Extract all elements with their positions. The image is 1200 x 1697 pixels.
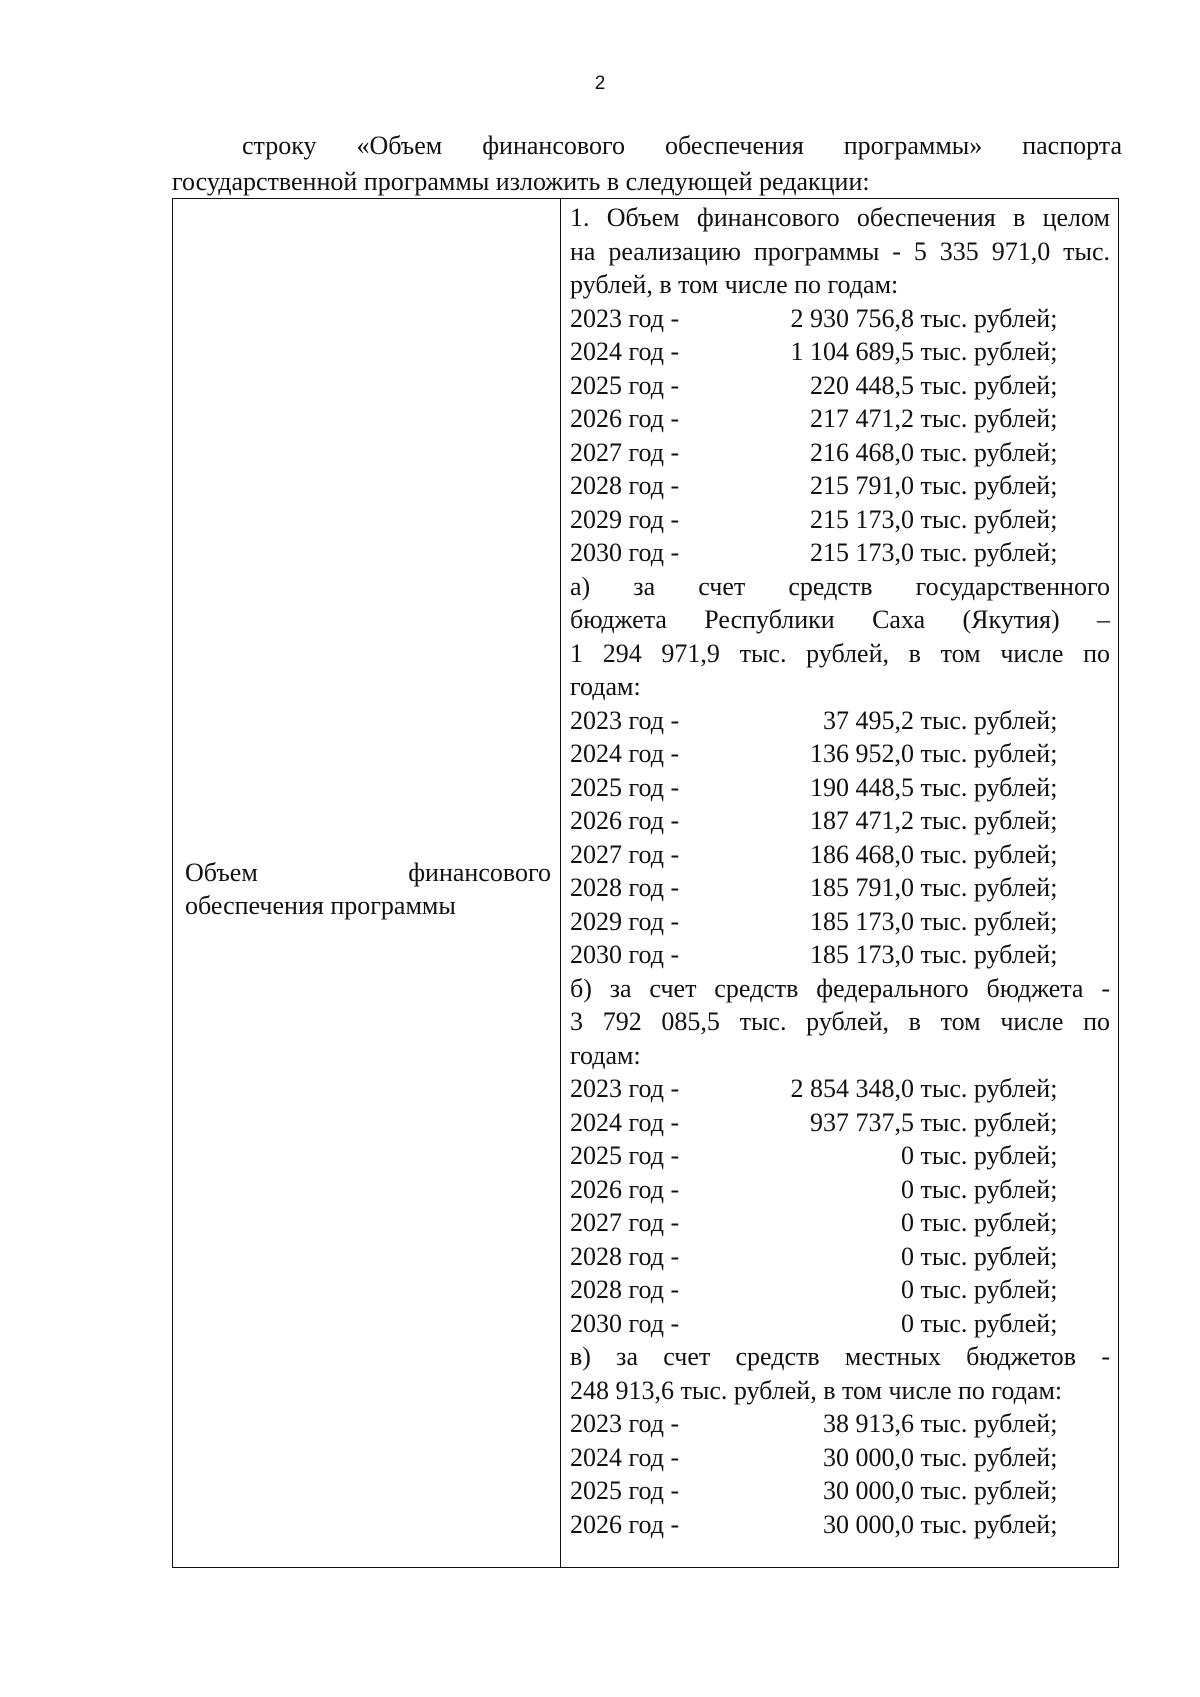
- year-row: [570, 369, 1110, 403]
- year-amount: 38 913,6 тыс. рублей;: [823, 1409, 1058, 1438]
- year-amount: 1 104 689,5 тыс. рублей;: [790, 337, 1058, 366]
- year-amount: 0 тыс. рублей;: [901, 1308, 1058, 1338]
- year-label: 2025 год -: [570, 1141, 680, 1170]
- year-label: 2029 год -: [570, 906, 680, 936]
- year-label: 2023 год -: [570, 705, 680, 735]
- year-amount: 0 тыс. рублей;: [901, 1174, 1058, 1204]
- local-budget-block: [570, 1340, 1110, 1541]
- year-row: [570, 1441, 1110, 1475]
- year-label: 2024 год -: [570, 1107, 680, 1137]
- local-heading-line: в) за счет средств местных бюджетов -: [570, 1342, 1110, 1371]
- year-amount: 186 468,0 тыс. рублей;: [810, 839, 1058, 869]
- year-row: [570, 1139, 1110, 1173]
- year-amount: 937 737,5 тыс. рублей;: [810, 1107, 1058, 1137]
- regional-heading-line: бюджета Республики Саха (Якутия) –: [570, 605, 1110, 634]
- funding-details-cell: [570, 201, 1110, 1541]
- year-row: [570, 1072, 1110, 1106]
- year-amount: 190 448,5 тыс. рублей;: [810, 772, 1058, 802]
- year-label: 2023 год -: [570, 303, 680, 333]
- year-label: 2028 год -: [570, 1275, 680, 1304]
- year-label: 2030 год -: [570, 1308, 680, 1338]
- year-row: [570, 1240, 1110, 1274]
- year-row: [570, 536, 1110, 570]
- year-row: [570, 436, 1110, 470]
- year-amount: 217 471,2 тыс. рублей;: [810, 404, 1058, 433]
- total-funding-block: [570, 201, 1110, 570]
- year-row: [570, 1206, 1110, 1240]
- year-amount: 30 000,0 тыс. рублей;: [823, 1509, 1058, 1539]
- intro-line-1: строку «Объем финансового обеспечения программы» паспорта: [242, 131, 1122, 160]
- year-amount: 136 952,0 тыс. рублей;: [810, 739, 1058, 768]
- year-row: [570, 1307, 1110, 1341]
- total-year-list: [570, 302, 1110, 570]
- year-label: 2030 год -: [570, 538, 680, 567]
- year-row: [570, 1474, 1110, 1508]
- year-row: [570, 1106, 1110, 1140]
- year-amount: 185 173,0 тыс. рублей;: [810, 906, 1058, 936]
- year-row: [570, 771, 1110, 805]
- year-row: [570, 871, 1110, 905]
- row-label-line-2: обеспечения программы: [185, 891, 456, 920]
- year-label: 2026 год -: [570, 1174, 680, 1204]
- year-amount: 37 495,2 тыс. рублей;: [823, 705, 1058, 735]
- year-label: 2028 год -: [570, 1241, 680, 1271]
- year-label: 2030 год -: [570, 940, 680, 969]
- federal-heading-line: годам:: [570, 1040, 641, 1070]
- regional-budget-block: [570, 570, 1110, 972]
- year-label: 2024 год -: [570, 739, 680, 768]
- year-label: 2023 год -: [570, 1074, 680, 1103]
- total-heading-line: 1. Объем финансового обеспечения в целом: [570, 203, 1110, 232]
- federal-heading-line: 3 792 085,5 тыс. рублей, в том числе по: [570, 1007, 1110, 1036]
- year-row: [570, 938, 1110, 972]
- year-amount: 187 471,2 тыс. рублей;: [810, 806, 1058, 835]
- regional-heading-line: а) за счет средств государственного: [570, 571, 1110, 601]
- year-amount: 0 тыс. рублей;: [901, 1141, 1058, 1170]
- year-amount: 0 тыс. рублей;: [901, 1275, 1058, 1304]
- year-row: [570, 469, 1110, 503]
- intro-paragraph: [172, 128, 1122, 200]
- year-amount: 30 000,0 тыс. рублей;: [823, 1442, 1058, 1472]
- year-row: [570, 335, 1110, 369]
- year-row: [570, 804, 1110, 838]
- year-label: 2027 год -: [570, 1208, 680, 1237]
- year-row: [570, 1407, 1110, 1441]
- year-amount: 215 791,0 тыс. рублей;: [810, 471, 1058, 500]
- year-amount: 2 930 756,8 тыс. рублей;: [790, 303, 1058, 333]
- year-row: [570, 905, 1110, 939]
- year-amount: 2 854 348,0 тыс. рублей;: [790, 1074, 1058, 1103]
- year-label: 2029 год -: [570, 504, 680, 534]
- intro-line-2: государственной программы изложить в следующей редакции:: [172, 167, 870, 196]
- local-year-list: [570, 1407, 1110, 1541]
- year-amount: 216 468,0 тыс. рублей;: [810, 437, 1058, 467]
- row-label-cell: [185, 856, 551, 922]
- year-amount: 0 тыс. рублей;: [901, 1241, 1058, 1271]
- year-amount: 185 791,0 тыс. рублей;: [810, 873, 1058, 902]
- year-label: 2026 год -: [570, 1509, 680, 1539]
- year-label: 2025 год -: [570, 772, 680, 802]
- year-amount: 30 000,0 тыс. рублей;: [823, 1476, 1058, 1505]
- year-amount: 215 173,0 тыс. рублей;: [810, 504, 1058, 534]
- federal-year-list: [570, 1072, 1110, 1340]
- regional-heading-line: годам:: [570, 672, 641, 701]
- regional-heading-line: 1 294 971,9 тыс. рублей, в том числе по: [570, 638, 1110, 668]
- year-label: 2024 год -: [570, 337, 680, 366]
- year-label: 2026 год -: [570, 806, 680, 835]
- year-row: [570, 1173, 1110, 1207]
- year-label: 2028 год -: [570, 471, 680, 500]
- year-row: [570, 838, 1110, 872]
- year-label: 2028 год -: [570, 873, 680, 902]
- year-row: [570, 503, 1110, 537]
- year-label: 2026 год -: [570, 404, 680, 433]
- year-amount: 0 тыс. рублей;: [901, 1208, 1058, 1237]
- federal-budget-block: [570, 972, 1110, 1341]
- passport-table: [172, 198, 1119, 1568]
- year-label: 2027 год -: [570, 437, 680, 467]
- year-row: [570, 704, 1110, 738]
- year-row: [570, 302, 1110, 336]
- total-heading-line: рублей, в том числе по годам:: [570, 270, 899, 299]
- year-label: 2024 год -: [570, 1442, 680, 1472]
- total-heading-line: на реализацию программы - 5 335 971,0 тыс.: [570, 236, 1110, 266]
- year-label: 2027 год -: [570, 839, 680, 869]
- federal-heading-line: б) за счет средств федерального бюджета -: [570, 973, 1110, 1003]
- regional-year-list: [570, 704, 1110, 972]
- year-row: [570, 737, 1110, 771]
- column-divider: [560, 199, 561, 1567]
- year-amount: 215 173,0 тыс. рублей;: [810, 538, 1058, 567]
- year-amount: 220 448,5 тыс. рублей;: [810, 370, 1058, 400]
- year-label: 2025 год -: [570, 370, 680, 400]
- year-row: [570, 402, 1110, 436]
- year-label: 2023 год -: [570, 1409, 680, 1438]
- year-row: [570, 1273, 1110, 1307]
- year-amount: 185 173,0 тыс. рублей;: [810, 940, 1058, 969]
- local-heading-line: 248 913,6 тыс. рублей, в том числе по годам:: [570, 1375, 1063, 1405]
- row-label-line-1: Объем финансового: [185, 858, 551, 887]
- year-label: 2025 год -: [570, 1476, 680, 1505]
- year-row: [570, 1508, 1110, 1542]
- page-number: 2: [594, 73, 606, 94]
